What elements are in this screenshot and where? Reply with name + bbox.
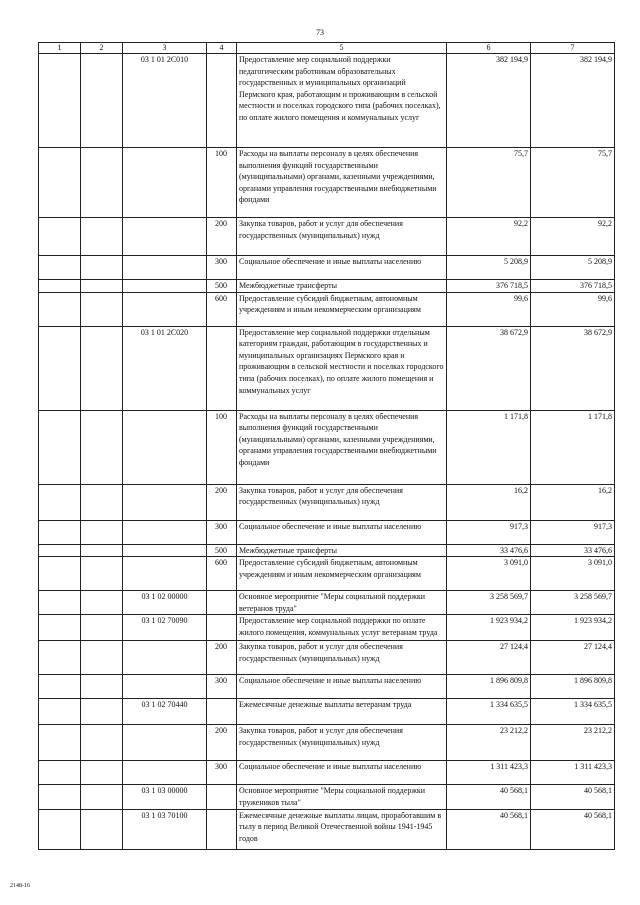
cell-col1 bbox=[39, 641, 81, 675]
cell-code: 03 1 03 00000 bbox=[123, 785, 207, 809]
cell-name: Ежемесячные денежные выплаты ветеранам труда bbox=[237, 699, 447, 725]
cell-value-col6: 27 124,4 bbox=[447, 641, 531, 675]
table-row bbox=[39, 148, 615, 218]
table-row bbox=[39, 256, 615, 280]
cell-value-col6: 917,3 bbox=[447, 520, 531, 544]
cell-code bbox=[123, 675, 207, 699]
table-row bbox=[39, 544, 615, 557]
table-row bbox=[39, 615, 615, 641]
cell-value-col7: 3 091,0 bbox=[531, 557, 615, 591]
table-row bbox=[39, 54, 615, 148]
cell-code bbox=[123, 280, 207, 293]
cell-col1 bbox=[39, 725, 81, 761]
cell-name: Социальное обеспечение и иные выплаты населению bbox=[237, 256, 447, 280]
cell-col1 bbox=[39, 410, 81, 484]
cell-value-col7: 1 311 423,3 bbox=[531, 761, 615, 785]
table-row bbox=[39, 761, 615, 785]
cell-value-col7: 1 923 934,2 bbox=[531, 615, 615, 641]
cell-col2 bbox=[81, 699, 123, 725]
header-col-3: 3 bbox=[123, 43, 207, 54]
cell-value-col6: 5 208,9 bbox=[447, 256, 531, 280]
cell-type: 600 bbox=[207, 557, 237, 591]
cell-name: Закупка товаров, работ и услуг для обеспечения государственных (муниципальных) нужд bbox=[237, 641, 447, 675]
cell-value-col7: 917,3 bbox=[531, 520, 615, 544]
cell-value-col6: 40 568,1 bbox=[447, 785, 531, 809]
header-col-7: 7 bbox=[531, 43, 615, 54]
cell-code bbox=[123, 641, 207, 675]
cell-code bbox=[123, 761, 207, 785]
cell-col2 bbox=[81, 544, 123, 557]
cell-code: 03 1 02 00000 bbox=[123, 591, 207, 615]
cell-col1 bbox=[39, 615, 81, 641]
cell-type bbox=[207, 54, 237, 148]
cell-type: 300 bbox=[207, 675, 237, 699]
cell-col2 bbox=[81, 785, 123, 809]
cell-col2 bbox=[81, 557, 123, 591]
cell-name: Социальное обеспечение и иные выплаты населению bbox=[237, 520, 447, 544]
cell-col2 bbox=[81, 148, 123, 218]
cell-col2 bbox=[81, 256, 123, 280]
cell-name: Расходы на выплаты персоналу в целях обеспечения выполнения функций государственными (муниципальными) органами, казенными учреждениями, органами управления государственными внебюджетными фондами bbox=[237, 410, 447, 484]
cell-value-col6: 40 568,1 bbox=[447, 809, 531, 849]
cell-value-col6: 382 194,9 bbox=[447, 54, 531, 148]
cell-name: Предоставление мер социальной поддержки педагогическим работникам образовательных государственных и муниципальных организаций Пермского края, работающим и проживающим в сельской местности и поселках городского типа (рабочих поселках), по оплате жилого помещения и коммунальных услуг bbox=[237, 54, 447, 148]
cell-code bbox=[123, 148, 207, 218]
cell-col1 bbox=[39, 280, 81, 293]
cell-code bbox=[123, 256, 207, 280]
cell-type: 500 bbox=[207, 544, 237, 557]
cell-code: 03 1 01 2C020 bbox=[123, 326, 207, 410]
header-col-5: 5 bbox=[237, 43, 447, 54]
cell-code bbox=[123, 544, 207, 557]
table-row bbox=[39, 326, 615, 410]
cell-name: Закупка товаров, работ и услуг для обеспечения государственных (муниципальных) нужд bbox=[237, 484, 447, 520]
cell-col2 bbox=[81, 218, 123, 256]
header-col-2: 2 bbox=[81, 43, 123, 54]
table-row bbox=[39, 292, 615, 326]
cell-col1 bbox=[39, 557, 81, 591]
cell-value-col7: 1 171,8 bbox=[531, 410, 615, 484]
cell-type: 300 bbox=[207, 761, 237, 785]
table-header bbox=[39, 43, 615, 54]
cell-value-col6: 33 476,6 bbox=[447, 544, 531, 557]
cell-value-col6: 3 258 569,7 bbox=[447, 591, 531, 615]
cell-value-col6: 92,2 bbox=[447, 218, 531, 256]
cell-type: 600 bbox=[207, 292, 237, 326]
cell-value-col7: 38 672,9 bbox=[531, 326, 615, 410]
cell-name: Основное мероприятие "Меры социальной поддержки тружеников тыла" bbox=[237, 785, 447, 809]
cell-col2 bbox=[81, 280, 123, 293]
cell-col1 bbox=[39, 520, 81, 544]
cell-col2 bbox=[81, 809, 123, 849]
cell-col2 bbox=[81, 641, 123, 675]
cell-value-col6: 99,6 bbox=[447, 292, 531, 326]
cell-col1 bbox=[39, 761, 81, 785]
cell-name: Основное мероприятие "Меры социальной поддержки ветеранов труда" bbox=[237, 591, 447, 615]
cell-name: Социальное обеспечение и иные выплаты населению bbox=[237, 675, 447, 699]
cell-value-col6: 1 923 934,2 bbox=[447, 615, 531, 641]
cell-value-col7: 27 124,4 bbox=[531, 641, 615, 675]
cell-col2 bbox=[81, 520, 123, 544]
cell-code bbox=[123, 557, 207, 591]
cell-type: 200 bbox=[207, 484, 237, 520]
cell-code bbox=[123, 725, 207, 761]
cell-value-col6: 376 718,5 bbox=[447, 280, 531, 293]
header-col-1: 1 bbox=[39, 43, 81, 54]
cell-col1 bbox=[39, 256, 81, 280]
cell-value-col6: 1 896 809,8 bbox=[447, 675, 531, 699]
cell-name: Предоставление мер социальной поддержки отдельным категориям граждан, работающим в государственных и муниципальных организациях Пермского края и проживающим в сельской местности и поселках городского типа (рабочих поселках), по оплате жилого помещения и коммунальных услуг bbox=[237, 326, 447, 410]
cell-value-col7: 33 476,6 bbox=[531, 544, 615, 557]
cell-col2 bbox=[81, 54, 123, 148]
cell-type: 200 bbox=[207, 218, 237, 256]
cell-value-col7: 382 194,9 bbox=[531, 54, 615, 148]
cell-name: Расходы на выплаты персоналу в целях обеспечения выполнения функций государственными (муниципальными) органами, казенными учреждениями, органами управления государственными внебюджетными фондами bbox=[237, 148, 447, 218]
cell-value-col6: 23 212,2 bbox=[447, 725, 531, 761]
budget-table bbox=[38, 42, 615, 850]
cell-name: Закупка товаров, работ и услуг для обеспечения государственных (муниципальных) нужд bbox=[237, 725, 447, 761]
cell-value-col6: 1 334 635,5 bbox=[447, 699, 531, 725]
cell-col1 bbox=[39, 292, 81, 326]
cell-col2 bbox=[81, 725, 123, 761]
cell-value-col7: 40 568,1 bbox=[531, 809, 615, 849]
cell-type: 200 bbox=[207, 725, 237, 761]
cell-type bbox=[207, 326, 237, 410]
cell-col1 bbox=[39, 591, 81, 615]
table-row bbox=[39, 699, 615, 725]
cell-value-col7: 75,7 bbox=[531, 148, 615, 218]
cell-col1 bbox=[39, 544, 81, 557]
cell-type: 300 bbox=[207, 520, 237, 544]
cell-code bbox=[123, 292, 207, 326]
cell-col1 bbox=[39, 54, 81, 148]
table-row bbox=[39, 675, 615, 699]
cell-col2 bbox=[81, 484, 123, 520]
cell-col2 bbox=[81, 410, 123, 484]
cell-name: Предоставление мер социальной поддержки по оплате жилого помещения, коммунальных услуг ветеранам труда bbox=[237, 615, 447, 641]
cell-value-col7: 5 208,9 bbox=[531, 256, 615, 280]
cell-type bbox=[207, 591, 237, 615]
cell-col2 bbox=[81, 591, 123, 615]
cell-name: Ежемесячные денежные выплаты лицам, проработавшим в тылу в период Великой Отечественной войны 1941-1945 годов bbox=[237, 809, 447, 849]
cell-col1 bbox=[39, 785, 81, 809]
table-row bbox=[39, 785, 615, 809]
cell-name: Закупка товаров, работ и услуг для обеспечения государственных (муниципальных) нужд bbox=[237, 218, 447, 256]
cell-col2 bbox=[81, 326, 123, 410]
cell-col2 bbox=[81, 292, 123, 326]
cell-type: 200 bbox=[207, 641, 237, 675]
page-number: 73 bbox=[316, 28, 324, 37]
cell-name: Социальное обеспечение и иные выплаты населению bbox=[237, 761, 447, 785]
cell-col2 bbox=[81, 675, 123, 699]
cell-type: 100 bbox=[207, 148, 237, 218]
cell-value-col6: 16,2 bbox=[447, 484, 531, 520]
cell-col1 bbox=[39, 484, 81, 520]
cell-col1 bbox=[39, 218, 81, 256]
cell-value-col7: 3 258 569,7 bbox=[531, 591, 615, 615]
cell-type: 300 bbox=[207, 256, 237, 280]
cell-name: Межбюджетные трансферты bbox=[237, 544, 447, 557]
cell-value-col6: 75,7 bbox=[447, 148, 531, 218]
cell-code: 03 1 03 70100 bbox=[123, 809, 207, 849]
table-row bbox=[39, 484, 615, 520]
cell-value-col6: 3 091,0 bbox=[447, 557, 531, 591]
cell-value-col7: 1 896 809,8 bbox=[531, 675, 615, 699]
document-code: 2148-16 bbox=[10, 883, 30, 889]
cell-type bbox=[207, 785, 237, 809]
cell-col1 bbox=[39, 699, 81, 725]
cell-code bbox=[123, 520, 207, 544]
cell-col2 bbox=[81, 761, 123, 785]
cell-value-col7: 1 334 635,5 bbox=[531, 699, 615, 725]
table-row bbox=[39, 557, 615, 591]
table-row bbox=[39, 809, 615, 849]
cell-value-col7: 92,2 bbox=[531, 218, 615, 256]
cell-value-col6: 38 672,9 bbox=[447, 326, 531, 410]
cell-name: Предоставление субсидий бюджетным, автономным учреждениям и иным некоммерческим организациям bbox=[237, 557, 447, 591]
header-col-4: 4 bbox=[207, 43, 237, 54]
cell-value-col7: 16,2 bbox=[531, 484, 615, 520]
cell-code bbox=[123, 218, 207, 256]
table-row bbox=[39, 725, 615, 761]
cell-code bbox=[123, 410, 207, 484]
cell-code: 03 1 02 70440 bbox=[123, 699, 207, 725]
cell-name: Предоставление субсидий бюджетным, автономным учреждениям и иным некоммерческим организациям bbox=[237, 292, 447, 326]
cell-value-col7: 40 568,1 bbox=[531, 785, 615, 809]
cell-value-col6: 1 311 423,3 bbox=[447, 761, 531, 785]
cell-col1 bbox=[39, 809, 81, 849]
cell-col1 bbox=[39, 326, 81, 410]
cell-col2 bbox=[81, 615, 123, 641]
cell-type: 100 bbox=[207, 410, 237, 484]
table-row bbox=[39, 218, 615, 256]
cell-type bbox=[207, 615, 237, 641]
table-row bbox=[39, 410, 615, 484]
table-row bbox=[39, 591, 615, 615]
cell-code: 03 1 02 70090 bbox=[123, 615, 207, 641]
cell-code bbox=[123, 484, 207, 520]
cell-code: 03 1 01 2C010 bbox=[123, 54, 207, 148]
table-row bbox=[39, 641, 615, 675]
table-row bbox=[39, 280, 615, 293]
cell-value-col7: 99,6 bbox=[531, 292, 615, 326]
header-col-6: 6 bbox=[447, 43, 531, 54]
cell-value-col6: 1 171,8 bbox=[447, 410, 531, 484]
table-body bbox=[39, 54, 615, 850]
cell-value-col7: 376 718,5 bbox=[531, 280, 615, 293]
cell-col1 bbox=[39, 675, 81, 699]
cell-type: 500 bbox=[207, 280, 237, 293]
cell-type bbox=[207, 699, 237, 725]
cell-value-col7: 23 212,2 bbox=[531, 725, 615, 761]
table-row bbox=[39, 520, 615, 544]
cell-col1 bbox=[39, 148, 81, 218]
cell-type bbox=[207, 809, 237, 849]
cell-name: Межбюджетные трансферты bbox=[237, 280, 447, 293]
